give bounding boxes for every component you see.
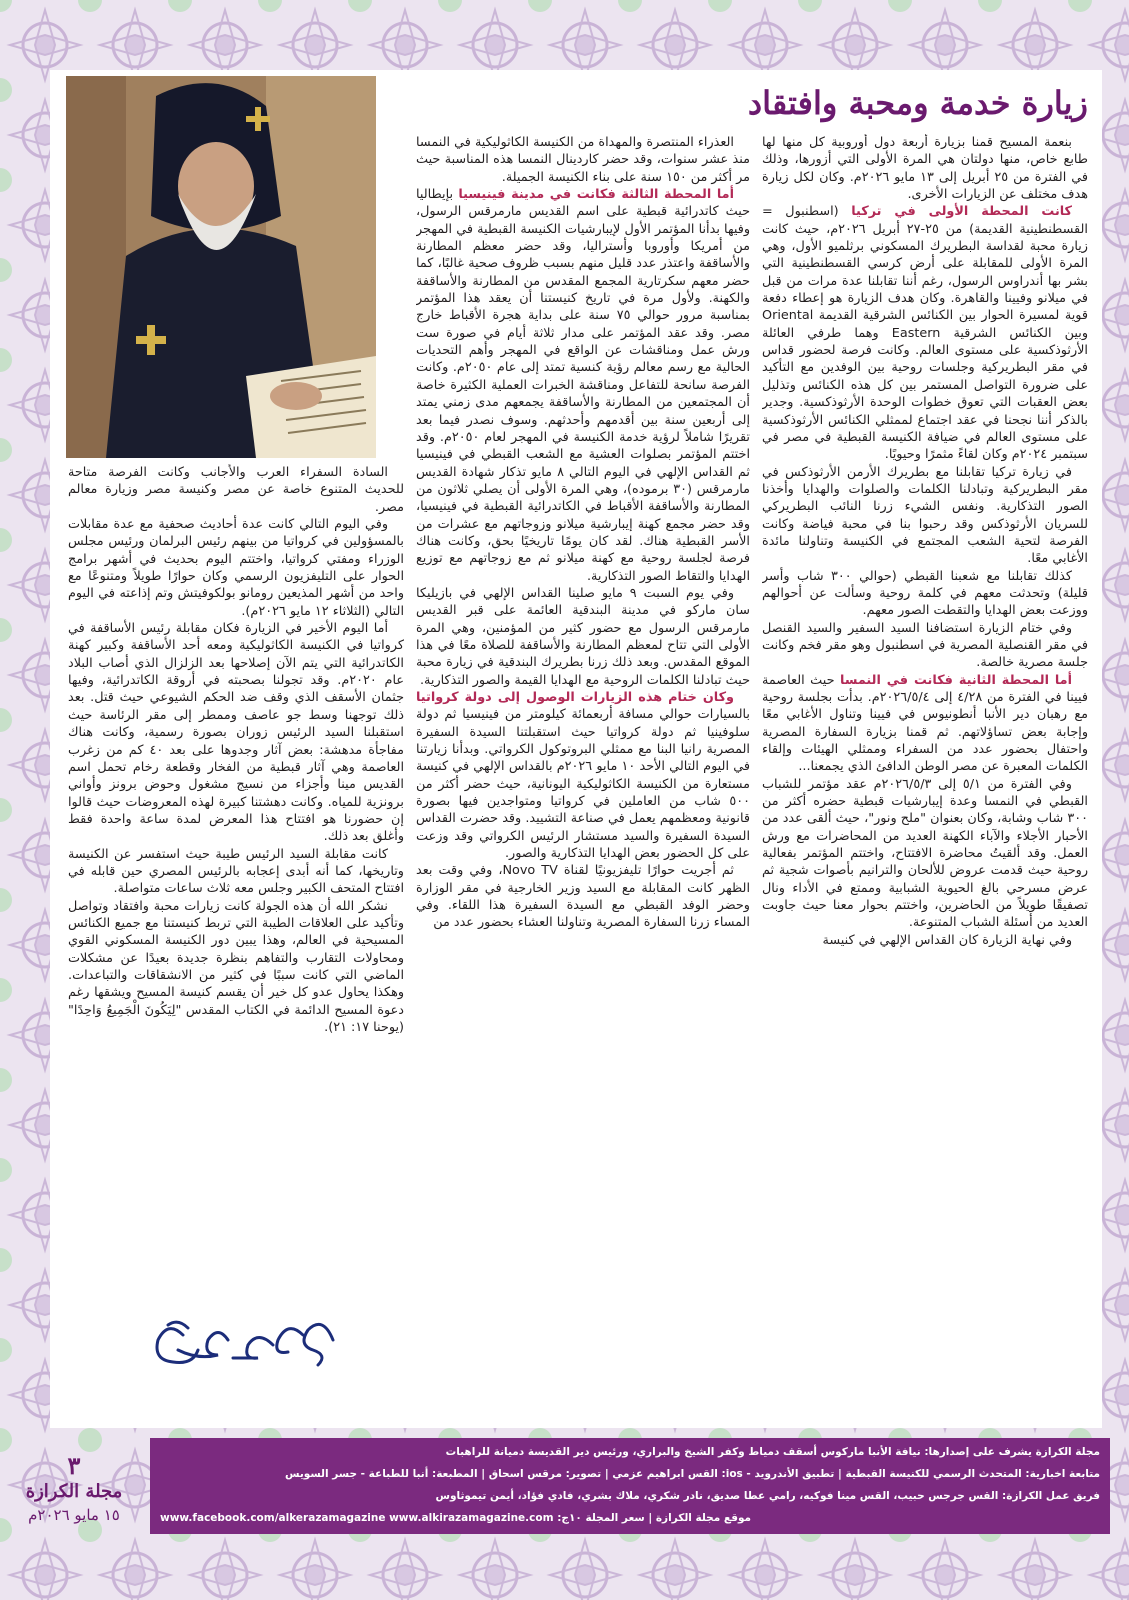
paragraph: وفي اليوم التالي كانت عدة أحاديث صحفية مع عدة مقابلات بالمسؤولين في كرواتيا من بينهم رئيس البرلمان ورئيس مجلس الوزراء ومفتي كرواتيا، واختتم اليوم بحديث في أشهر برامج الحوار على التليفزيون الرسمي وكان حوارًا طويلاً ومتنوعًا مع واحد من أشهر المذيعين رومانو بولكوفيتش وتم إذاعته في اليوم التالي (الثلاثاء ١٢ مايو ٢٠٢٦م).: [68, 517, 404, 619]
paragraph: العذراء المنتصرة والمهداة من الكنيسة الكاثوليكية في النمسا منذ عشر سنوات، وقد حضر كاردينال النمسا هذه المناسبة حيث مر أكثر من ١٥٠ سنة على بناء الكنيسة الجميلة.: [416, 135, 750, 185]
paragraph: وفي يوم السبت ٩ مايو صلينا القداس الإلهي في بازيليكا سان ماركو في مدينة البندقية العائمة على قبر القديس مارمرقس الرسول مع حضور كثير من المؤمنين، وهي المرة الأولى التي تتاح لمعظم المطارنة والأساقفة للصلاة معًا في هذا الموقع المقدس. وبعد ذلك زرنا بطريرك البندقية في زيارة محبة حيث تبادلنا الكلمات الروحية مع الهدايا القيمة والصور التذكارية.: [416, 585, 750, 688]
paragraph-text: بإيطاليا حيث كاتدرائية قبطية على اسم القديس مارمرقس الرسول، وفيها بدأنا المؤتمر الأول لإيبارشيات الكنيسة القبطية في المهجر من أمريكا وأوروبا وأستراليا، وقد حضر معظم المطارنة والأساقفة واعتذر عدد قليل منهم بسبب ظروف صحية غالبًا، كما حضر معهم سكرتارية المجمع المقدس من المطارنة والأساقفة والكهنة. ولأول مرة في تاريخ كنيستنا أن يعقد هذا المؤتمر بمناسبة مرور حوالي ٧٥ سنة على بداية هجرة الأقباط خارج مصر. وقد عقد المؤتمر على مدار ثلاثة أيام في صورة ست ورش عمل ومناقشات عن الواقع في المهجر وأهم التحديات الحالية مع رسم معالم رؤية كنسية تمتد إلى عام ٢٠٥٠م. وكانت الفرصة سانحة للتفاعل ومناقشة الخبرات العملية الكثيرة خاصة أن المجتمعين من المطارنة والأساقفة يجمعهم مدى زمني يمتد إلى أربعين سنة بين أقدمهم وأحدثهم. وسوف نصدر فيما بعد تقريرًا شاملاً لرؤية خدمة الكنيسة في المهجر لعام ٢٠٥٠م. وقد اختتم المؤتمر بصلوات العشية مع الشعب القبطي في فينيسيا ثم القداس الإلهي في اليوم التالي ٨ مايو تذكار شهادة القديس مارمرقس (٣٠ برموده)، وهي المرة الأولى أن يصلي ثلاثون من المطارنة والأساقفة الأقباط في الكاتدرائية القبطية في فينيسيا، وقد حضر مجمع كهنة إيبارشية ميلانو وزوجاتهم مع عشرات من الأسر القبطية هناك. لقد كان يومًا تاريخيًا بحق، وكانت هناك فرصة لجلسة روحية مع كهنة ميلانو ثم مع زوجاتهم مع توزيع الهدايا والتقاط الصور التذكارية.: [416, 187, 750, 584]
paragraph: وفي الفترة من ٥/١ إلى ٢٠٢٦/٥/٣م عقد مؤتمر للشباب القبطي في النمسا وعدة إيبارشيات قبطية حضره أكثر من ٣٠٠ شاب وشابة، وكان بعنوان "ملح ونور"، حيث ألقى عدد من الأحبار الأجلاء والآباء الكهنة العديد من المحاضرات مع ورش العمل. وقد ألقيتُ محاضرة الافتتاح، واختتم المؤتمر بفعالية روحية حيث قدمت عروض للألحان والترانيم بأصوات شجية ثم عرض مسرحي بالغ الحيوية الشبابية وممتع في الأداء ونال تصفيقًا طويلاً من الحاضرين، واختتم بحوار معنا حيث جاوبت العديد من أسئلة الشباب المتنوعة.: [762, 776, 1088, 931]
credits-line-1: مجلة الكرازة يشرف على إصدارها: نيافة الأنبا ماركوس أسقف دمياط وكفر الشيخ والبراري، ورئيس دير القديسة دميانة للراهبات: [445, 1446, 1100, 1458]
section-subheading: كانت المحطة الأولى في تركيا: [851, 204, 1072, 220]
paragraph: [762, 672, 1088, 776]
page-footer: [0, 1428, 1129, 1600]
article-column-3: [68, 464, 404, 1284]
pope-signature: [138, 1300, 348, 1380]
page-number: ٣: [67, 1451, 81, 1480]
paragraph: في زيارة تركيا تقابلنا مع بطريرك الأرمن الأرثوذكس في مقر البطريركية وتبادلنا الكلمات والصلوات والهدايا وأخذنا الصور التذكارية. ونفس الشيء زرنا النائب البطريركي للسريان الأرثوذكس وقد رحبوا بنا في محبة فياضة وكانت الفرصة لتحية الشعب المجتمع في الكنيسة وتناولنا مائدة الأغابي معًا.: [762, 464, 1088, 567]
credits-line-2: متابعة اخبارية: المتحدث الرسمي للكنيسة القبطية | تطبيق الأندرويد - ios: القس ابراهيم عزمي | تصوير: مرقس اسحاق | المطبعة: أنبا للطباعة - جسر السويس: [284, 1468, 1100, 1480]
article-page: [50, 70, 1102, 1428]
paragraph-text: حيث العاصمة فيينا في الفترة من ٤/٢٨ إلى ٢٠٢٦/٥/٤م. بدأت بجلسة روحية مع رهبان دير الأنبا أنطونيوس في فيينا وتناول الأغابي معًا وإجابة بعض تساؤلاتهم. ثم قمنا بزيارة السفارة المصرية واحتفال بحضور عدد من السفراء وممثلي الهيئات وإلقاء الكلمات المعبرة عن مصر الوطن الدافئ الذي يجمعنا...: [762, 672, 1088, 775]
page-number-block: [14, 1452, 134, 1526]
paragraph: كذلك تقابلنا مع شعبنا القبطي (حوالي ٣٠٠ شاب وأسر قليلة) وتحدثت معهم في كلمة روحية وسألت عن أحوالهم ووزعت بعض الهدايا والتقطت الصور معهم.: [762, 568, 1088, 619]
paragraph-text: بالسيارات حوالي مسافة أربعمائة كيلومتر من فينيسيا ثم دولة سلوفينيا ثم دولة كرواتيا حيث استقبلتنا السيدة السفيرة المصرية رانيا البنا مع ممثلي البروتوكول الكرواتي. وبدأنا زيارتنا في اليوم التالي الأحد ١٠ مايو ٢٠٢٦م بالقداس الإلهي في كنيسة مستعارة من الكنيسة الكاثوليكية اليونانية، حيث حضر أكثر من ٥٠٠ شاب من العاملين في كرواتيا ومتواجدين فيها بصورة قانونية ومعظمهم يعمل في صناعة التشييد. وقد حضرت القداس السيدة السفيرة والسيد مستشار الرئيس الكرواتي وقد وزعت على كل الحضور بعض الهدايا التذكارية والصور.: [416, 707, 750, 862]
section-subheading: أما المحطة الثالثة فكانت في مدينة فينيسيا: [458, 187, 734, 203]
paragraph: وفي نهاية الزيارة كان القداس الإلهي في كنيسة: [822, 932, 1072, 948]
paragraph: نشكر الله أن هذه الجولة كانت زيارات محبة وافتقاد وتواصل وتأكيد على العلاقات الطيبة التي تربط كنيستنا مع جميع الكنائس المسيحية في العالم، وهذا يبين دور الكنيسة المسكوني القوي ومحاولات التقارب والتفاهم بنظرة جديدة بعيدًا عن مشكلات الماضي التي كانت سببًا في كثير من الانشقاقات والتباعدات. وهكذا يحاول عدو كل خير أن يقسم كنيسة المسيح ويشقها رغم دعوة المسيح الدائمة في الكتاب المقدس "لِيَكُونَ الْجَمِيعُ وَاحِدًا" (يوحنا ١٧: ٢١).: [68, 898, 404, 1035]
section-subheading: أما المحطة الثانية فكانت في النمسا: [840, 672, 1072, 688]
paragraph: [762, 203, 1088, 463]
magazine-name: مجلة الكرازة: [25, 1481, 123, 1502]
article-column-1: [762, 134, 1088, 1424]
paragraph: أما اليوم الأخير في الزيارة فكان مقابلة رئيس الأساقفة في كرواتيا في الكنيسة الكاثوليكية ومعه أحد الأساقفة وكبير كهنة الكاتدرائية التي يتم الآن إصلاحها بعد الزلزال الذي أصاب البلاد عام ٢٠٢٠م. وقد تجولنا بصحبته في أروقة الكاتدرائية، وفيها جثمان الأسقف الذي وقف ضد الحكم الشيوعي حيث قتل. بعد ذلك توجهنا وسط جو عاصف وممطر إلى مقر الرئاسة حيث استقبلنا السيد الرئيس زوران بصورة رسمية، وكانت هناك مفاجأة مدهشة: بعض آثار وجدوها على بعد ٤٠ كم من زغرب العاصمة وهي آثار قبطية من الفخار وقطعة رخام تحمل اسم القديس مينا وأجزاء من نسيج مشغول وحوض برونز وأواني برونزية للمياه. وكانت دهشتنا كبيرة لهذه المعروضات حيث قالوا إن حضورنا هو افتتاح هذا المعرض لمدة ساعة واحدة فقط وأغلق بعد ذلك.: [68, 621, 404, 845]
paragraph: [416, 186, 750, 585]
paragraph: وفي ختام الزيارة استضافنا السيد السفير والسيد القنصل في مقر القنصلية المصرية في اسطنبول وهو مقر فخم وكانت جلسة مصرية خالصة.: [762, 620, 1088, 671]
paragraph: بنعمة المسيح قمنا بزيارة أربعة دول أوروبية كل منها لها طابع خاص، منها دولتان هي المرة الأولى التي أزورها، وذلك في الفترة من ٢٥ أبريل إلى ١٣ مايو ٢٠٢٦م. وكان لكل زيارة هدف مختلف عن الزيارات الأخرى.: [762, 135, 1088, 203]
pope-photo: [66, 76, 376, 458]
credits-line-3: فريق عمل الكرازة: القس جرجس حبيب، القس مينا فوكيه، رامي عطا صديق، نادر شكري، ملاك بشري، فادي فؤاد، أيمن تيموثاوس: [435, 1490, 1100, 1502]
issue-date: ١٥ مايو ٢٠٢٦م: [28, 1506, 120, 1524]
paragraph-text: (اسطنبول = القسطنطينية القديمة) من ٢٥-٢٧ أبريل ٢٠٢٦م، حيث كانت زيارة محبة لقداسة البطريرك المسكوني برثلميو الأول، وهي المرة الأولى للمقابلة على أرض كرسي القسطنطينية التي بشر بها أندراوس الرسول، رغم أننا تقابلنا عدة مرات من قبل في ميلانو وفيينا والقاهرة. وكان هدف الزيارة هو إعطاء دفعة قوية لمسيرة الحوار بين الكنائس الشرقية القديمة Oriental وبين الكنائس الشرقية Eastern وهما طرفي العائلة الأرثوذكسية على مستوى العالم. وكانت فرصة لحضور قداس في مقر البطريركية وجلسات روحية بين الوفدين مع التأكيد على ضرورة التواصل المستمر بين كل هذه الكنائس وتذليل بعض العقبات التي تعوق خطوات الوحدة الأرثوذكسية. وجدير بالذكر أننا نجحنا في عقد اجتماع لممثلي الكنائس الأرثوذكسية على مستوى العالم في ضيافة الكنيسة القبطية في مصر في سبتمبر ٢٠٢٤م وكان لقاءً مثمرًا وحيويًا.: [762, 204, 1088, 463]
article-column-2: [416, 134, 750, 1424]
credits-line-4-links[interactable]: www.facebook.com/alkerazamagazine www.alkirazamagazine.com :موقع مجلة الكرازة | سعر المجلة ١٠ج: [160, 1512, 752, 1524]
paragraph: ثم أجريت حوارًا تليفزيونيًا لقناة Novo TV، وفي وقت بعد الظهر كانت المقابلة مع السيد وزير الخارجية في مقر الوزارة وحضر الوفد القبطي مع السيدة السفيرة هذا اللقاء. وفي المساء زرنا السفارة المصرية وتناولنا العشاء بحضور عدد من: [416, 863, 750, 931]
paragraph: [416, 689, 750, 862]
paragraph: السادة السفراء العرب والأجانب وكانت الفرصة متاحة للحديث المتنوع خاصة عن مصر وكنيسة مصر وزيارة معالم مصر.: [68, 465, 404, 515]
section-subheading: وكان ختام هذه الزيارات الوصول إلى دولة كرواتيا: [416, 690, 734, 705]
credits-band: [150, 1438, 1110, 1534]
paragraph: كانت مقابلة السيد الرئيس طيبة حيث استفسر عن الكنيسة وتاريخها، كما أنه أبدى إعجابه بالرئيس المصري حين قابله في افتتاح المتحف الكبير وجلس معه ثلاث ساعات متواصلة.: [68, 846, 404, 897]
article-headline: زيارة خدمة ومحبة وافتقاد: [747, 84, 1088, 122]
